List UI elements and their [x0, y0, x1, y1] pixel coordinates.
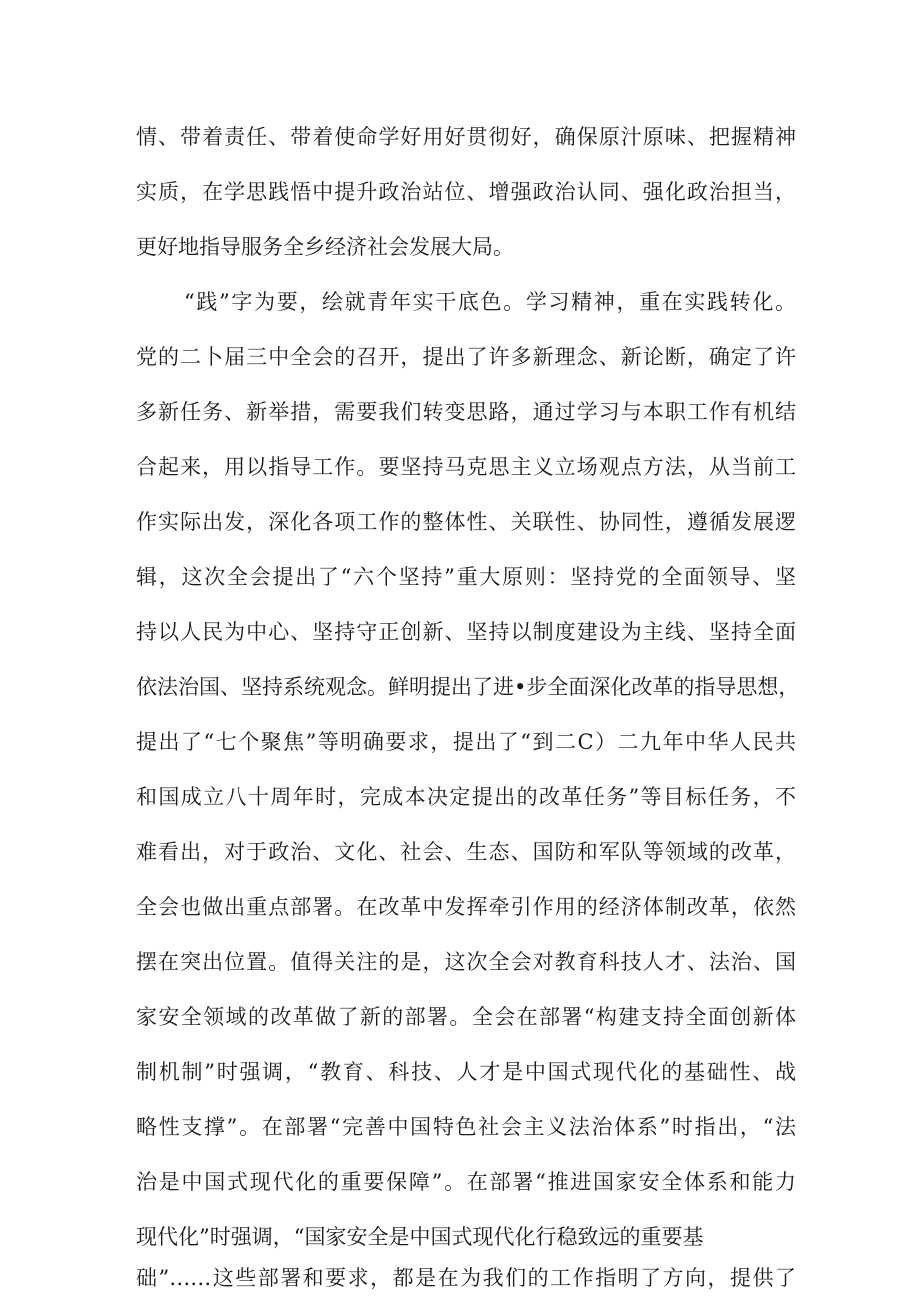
paragraph-first-line: “践”字为要，绘就青年实干底色。学习精神，重在实践转化。	[184, 290, 796, 314]
text-line: 现代化”时强调，“国家安全是中国式现代化行稳致远的重要基	[136, 1225, 704, 1249]
text-line: 多新任务、新举措，需要我们转变思路，通过学习与本职工作有机结	[136, 400, 796, 424]
text-line: 全会也做出重点部署。在改革中发挥牵引作用的经济体制改革，依然	[136, 895, 796, 919]
text-line: 更好地指导服务全乡经济社会发展大局。	[136, 235, 514, 259]
text-line: 辑，这次全会提出了“六个坚持”重大原则：坚持党的全面领导、坚	[136, 565, 796, 589]
text-line: 依法治国、坚持系统观念。鲜明提出了进•步全面深化改革的指导思想，	[136, 675, 800, 699]
text-line: 作实际出发，深化各项工作的整体性、关联性、协同性，遵循发展逻	[136, 510, 796, 534]
text-line: 持以人民为中心、坚持守正创新、坚持以制度建设为主线、坚持全面	[136, 620, 796, 644]
text-line: 制机制”时强调，“教育、科技、人才是中国式现代化的基础性、战	[136, 1060, 796, 1084]
text-line: 情、带着责任、带着使命学好用好贯彻好，确保原汁原味、把握精神	[136, 125, 796, 149]
text-line: 摆在突出位置。值得关注的是，这次全会对教育科技人才、法治、国	[136, 950, 796, 974]
text-line: 合起来，用以指导工作。要坚持马克思主义立场观点方法，从当前工	[136, 455, 796, 479]
text-line: 家安全领域的改革做了新的部署。全会在部署“构建支持全面创新体	[136, 1005, 796, 1029]
text-line: 提出了“七个聚焦”等明确要求，提出了“到二C）二九年中华人民共	[136, 730, 796, 754]
text-line: 实质，在学思践悟中提升政治站位、增强政治认同、强化政治担当，	[136, 180, 796, 204]
text-line: 础”……这些部署和要求，都是在为我们的工作指明了方向，提供了	[136, 1266, 796, 1290]
text-line: 难看出，对于政治、文化、社会、生态、国防和军队等领域的改革，	[136, 840, 796, 864]
text-line: 党的二卜届三中全会的召开，提出了许多新理念、新论断，确定了许	[136, 345, 796, 369]
text-line: 治是中国式现代化的重要保障”。在部署“推进国家安全体系和能力	[136, 1170, 796, 1194]
text-line: 和国成立八十周年时，完成本决定提出的改革任务”等目标任务，不	[136, 785, 796, 809]
text-line: 略性支撑”。在部署“完善中国特色社会主义法治体系”时指出，“法	[136, 1115, 796, 1139]
